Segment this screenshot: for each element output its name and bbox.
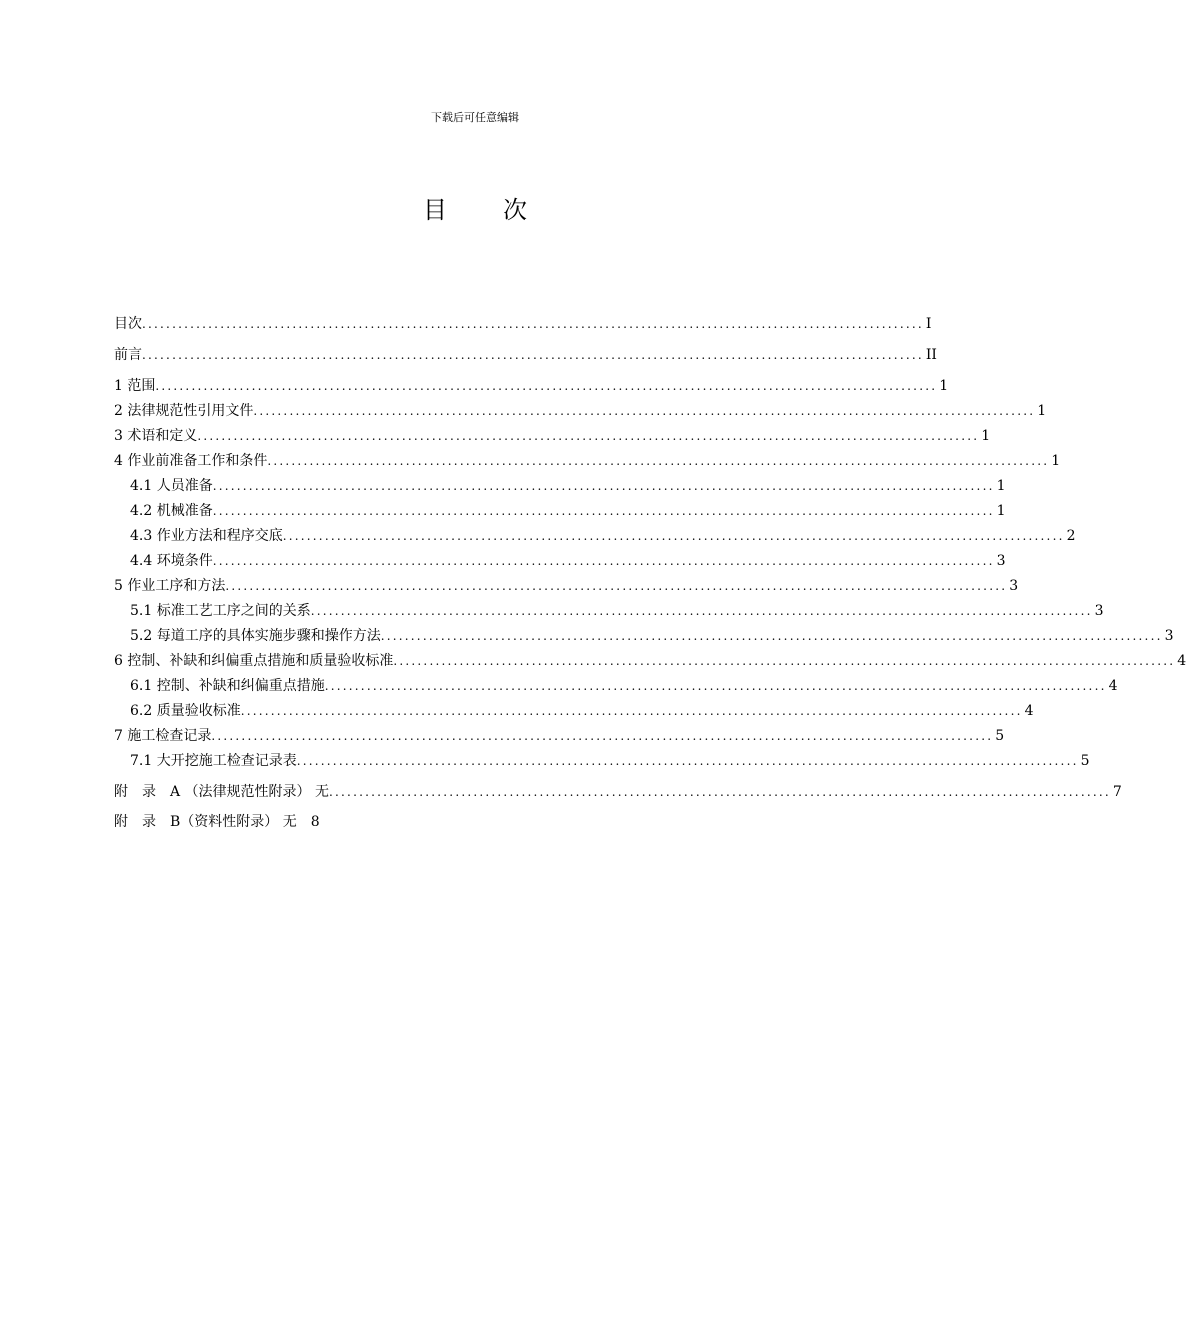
dot-leader: .................................................................................................................................. <box>197 429 980 443</box>
toc-entry[interactable] <box>130 526 1076 546</box>
toc-entry[interactable] <box>130 701 1034 721</box>
toc-entry[interactable] <box>130 601 1104 621</box>
toc-entry-page: 4 <box>1108 678 1118 694</box>
toc-entry-label: 4 作业前准备工作和条件 <box>114 453 268 469</box>
dot-leader: .................................................................................................................................. <box>211 729 994 743</box>
toc-entry-page: 3 <box>1009 578 1019 594</box>
toc-entry-label: 前言 <box>114 347 142 363</box>
toc-entry-label: 2 法律规范性引用文件 <box>114 403 254 419</box>
dot-leader: .................................................................................................................................. <box>324 679 1107 693</box>
toc-entry[interactable] <box>114 782 1122 802</box>
toc-entry-page: 1 <box>996 478 1006 494</box>
toc-entry-label: 4.1 人员准备 <box>130 478 213 494</box>
toc-entry-page: 1 <box>1051 453 1061 469</box>
toc-entry-page: 3 <box>1164 628 1174 644</box>
toc-entry[interactable] <box>114 651 1186 671</box>
toc-entry[interactable] <box>114 345 937 365</box>
toc-entry[interactable] <box>130 626 1174 646</box>
toc-entry-page: 5 <box>995 728 1005 744</box>
toc-entry[interactable] <box>114 401 1047 421</box>
dot-leader: .................................................................................................................................. <box>225 579 1008 593</box>
dot-leader: .................................................................................................................................. <box>240 704 1023 718</box>
toc-entry[interactable] <box>130 501 1006 521</box>
toc-entry-page: 2 <box>1066 528 1076 544</box>
dot-leader: .................................................................................................................................. <box>142 317 924 331</box>
toc-entry[interactable] <box>114 376 949 396</box>
toc-entry-label: 5.2 每道工序的具体实施步骤和操作方法 <box>130 628 381 644</box>
toc-entry[interactable] <box>114 426 991 446</box>
title-char-left: 目 <box>423 196 447 224</box>
toc-entry-page: II <box>925 347 937 363</box>
dot-leader: .................................................................................................................................. <box>296 754 1079 768</box>
toc-entry-page: 1 <box>981 428 991 444</box>
toc-entry[interactable] <box>114 314 932 334</box>
toc-entry[interactable] <box>130 676 1118 696</box>
title-char-right: 次 <box>503 196 527 224</box>
dot-leader: .................................................................................................................................. <box>267 454 1050 468</box>
toc-entry-label: 6.2 质量验收标准 <box>130 703 241 719</box>
toc-entry-label: 6 控制、补缺和纠偏重点措施和质量验收标准 <box>114 653 394 669</box>
dot-leader: .................................................................................................................................. <box>212 554 995 568</box>
toc-entry-page: 1 <box>996 503 1006 519</box>
dot-leader: .................................................................................................................................. <box>212 479 995 493</box>
toc-entry-label: 3 术语和定义 <box>114 428 198 444</box>
toc-entry-label: 附 录 A （法律规范性附录） 无 <box>114 784 330 800</box>
toc-entry-label: 目次 <box>114 316 142 332</box>
dot-leader: .................................................................................................................................. <box>212 504 995 518</box>
dot-leader: .................................................................................................................................. <box>329 785 1111 799</box>
toc-entry[interactable] <box>130 751 1090 771</box>
toc-entry-page: 1 <box>1037 403 1047 419</box>
toc-entry-appendix-b[interactable] <box>114 812 320 832</box>
toc-entry-label: 4.4 环境条件 <box>130 553 213 569</box>
dot-leader: .................................................................................................................................. <box>142 348 924 362</box>
toc-entry-label: 6.1 控制、补缺和纠偏重点措施 <box>130 678 325 694</box>
toc-entry-label: 7 施工检查记录 <box>114 728 212 744</box>
dot-leader: .................................................................................................................................. <box>310 604 1093 618</box>
dot-leader: .................................................................................................................................. <box>380 629 1163 643</box>
toc-entry-label: 1 范围 <box>114 378 156 394</box>
header-note: 下载后可任意编辑 <box>431 111 519 124</box>
toc-entry[interactable] <box>114 451 1061 471</box>
toc-entry-page: 4 <box>1024 703 1034 719</box>
dot-leader: .................................................................................................................................. <box>282 529 1065 543</box>
toc-entry[interactable] <box>114 726 1005 746</box>
toc-entry-page: 7 <box>1112 784 1122 800</box>
dot-leader: .................................................................................................................................. <box>155 379 938 393</box>
toc-entry-page: 3 <box>996 553 1006 569</box>
toc-entry-label: 4.3 作业方法和程序交底 <box>130 528 283 544</box>
toc-entry-label: 7.1 大开挖施工检查记录表 <box>130 753 297 769</box>
toc-entry-page: 4 <box>1177 653 1186 669</box>
toc-entry-label: 5 作业工序和方法 <box>114 578 226 594</box>
dot-leader: .................................................................................................................................. <box>253 404 1036 418</box>
dot-leader: .................................................................................................................................. <box>393 654 1176 668</box>
toc-entry-page: 5 <box>1080 753 1090 769</box>
toc-entry[interactable] <box>114 576 1019 596</box>
toc-entry-page: 1 <box>939 378 949 394</box>
toc-entry-page: 3 <box>1094 603 1104 619</box>
toc-entry[interactable] <box>130 551 1006 571</box>
toc-entry-label: 附 录 B（资料性附录） 无 8 <box>114 814 320 830</box>
toc-entry-page: I <box>925 316 932 332</box>
toc-entry-label: 5.1 标准工艺工序之间的关系 <box>130 603 311 619</box>
toc-entry-label: 4.2 机械准备 <box>130 503 213 519</box>
toc-entry[interactable] <box>130 476 1006 496</box>
